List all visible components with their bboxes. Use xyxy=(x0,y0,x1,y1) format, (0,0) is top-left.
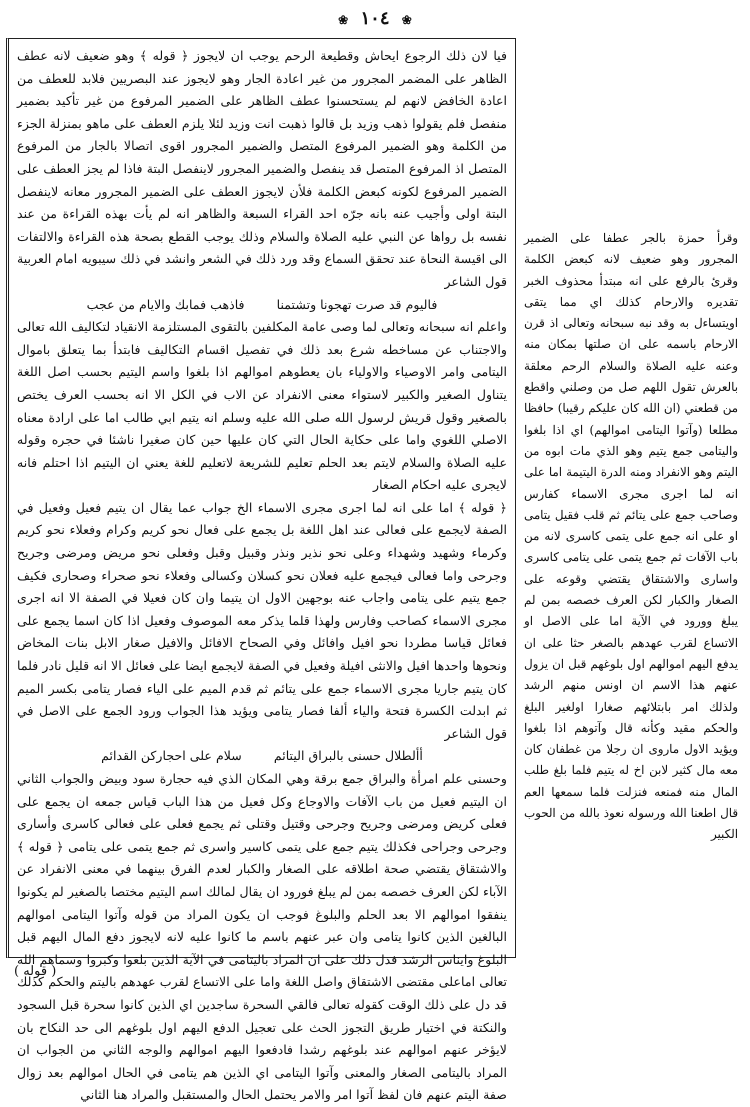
catchword: ( قوله ) xyxy=(14,964,57,979)
verse-2-hemistich-b: سلام على احجاركن القدائم xyxy=(101,748,242,764)
verse-1-hemistich-b: فاذهب فمابك والايام من عجب xyxy=(86,296,245,312)
verse-line-2 xyxy=(17,745,507,768)
margin-text: وقرأ حمزة بالجر عطفا على الضمير المجرور وهو ضعيف لانه كبعض الكلمة وقرئ بالرفع على انه مبتدأ محذوف الخبر تقديره والارحام كذلك اي مما يتقى اويتساءل به وقد نبه سبحانه وتعالى اذ قرن الارحام باسمه على ان صلتها بمكان منه وعنه عليه الصلاة والسلام الرحم معلقة بالعرش تقول اللهم صل من وصلني واقطع من قطعني (ان الله كان عليكم رقيبا) حافظا مطلعا (وآتوا اليتامى اموالهم) اي اذا بلغوا واليتامى جمع يتيم وهو الذي مات ابوه من اليتم وهو الانفراد ومنه الدرة اليتيمة اما على انه لما اجرى مجرى الاسماء كفارس وصاحب جمع على يتائم ثم قلب فقيل يتامى او على انه جمع على يتمى كاسرى لانه من باب الآفات ثم جمع يتمى على يتامى كاسرى واسارى والاشتقاق يقتضي وقوعه على الصغار والكبار لكن العرف خصصه بمن لم يبلغ وورود في الآية اما على الاصل او الاتساع لقرب عهدهم بالصغر حثا على ان يدفع اليهم اموالهم اول بلوغهم قبل ان يزول عنهم هذا الاسم ان اونس منهم الرشد ولذلك امر بابتلائهم صغارا اولغير البلغ والحكم مقيد وكأنه قال وآتوهم اذا بلغوا ويؤيد الاول ماروى ان رجلا من غطفان كان معه مال كثير لابن اخ له يتيم فلما بلغ طلب المال منه فمنعه فنزلت فلما سمعها العم قال اطعنا الله ورسوله نعوذ بالله من الحوب الكبير xyxy=(524,231,738,842)
main-paragraph-1: فيا لان ذلك الرجوع ايحاش وقطيعة الرحم يوجب ان لايجوز ﴿ قوله ﴾ وهو ضعيف لانه عطف الظاهر على المضمر المجرور من غير اعادة الجار وهو لايجوز عند البصريين فلابد للعطف من اعادة الخافض لانهم لم يستحسنوا عطف الظاهر على الضمير المرفوع من غير تأكيد بضمير منفصل فلم يقولوا ذهب وزيد بل قالوا ذهبت انت وزيد لئلا يلزم العطف على ماهو بمنزلة الجزء من الكلمة وهو الضمير المرفوع المتصل والضمير المجرور اقوى اتصالا بالجار من المرفوع المتصل اذ المرفوع المتصل قد ينفصل والضمير المجرور لاينفصل البتة فاذا لم يجز العطف على الضمير المرفوع لكونه كبعض الكلمة فلأن لايجوز العطف على الضمير المجرور معانه لاينفصل البتة اولى وأجيب عنه بانه جرّه احد القراء السبعة والظاهر انه لم يأت بهذه القراءة من عند نفسه بل رواها عن النبي عليه الصلاة والسلام وذلك يوجب القطع بصحة هذه القراءة والالتفات الى اقيسة النحاة عند تحقق السماع وقد ورد ذلك في الشعر وانشد في ذلك سيبويه امام العربية قول الشاعر xyxy=(17,48,507,289)
main-paragraph-2: واعلم انه سبحانه وتعالى لما وصى عامة المكلفين بالتقوى المستلزمة الانقياد لتكاليف الله تعالى والاجتناب عن مساخطه شرع بعد ذلك في تفصيل اقسام التكاليف فابتدأ بما يتعلق باموال اليتامى وامر الاوصياء والاولياء بان يعطوهم اموالهم اذا بلغوا واسم اليتيم بحسب اصل اللغة يتناول الصغير والكبير لاستواء معنى الانفراد عن الاب في الكل الا انه بحسب العرف يختص بالصغير وقول قريش لرسول الله صلى الله عليه وسلم انه يتيم ابي طالب اما على ارادة معناه الاصلي اللغوي واما على حكاية الحال التي كان عليها حين كان صغيرا ناشئا في حجره وقوله عليه الصلاة والسلام لايتم بعد الحلم تعليم للشريعة لاتعليم للغة يعني ان اليتيم اذا احتلم فانه لايجرى عليه احكام الصغار xyxy=(17,319,507,493)
ornament-right: ❀ xyxy=(401,13,412,27)
page-number xyxy=(0,8,750,29)
verse-1-hemistich-a: فاليوم قد صرت تهجونا وتشتمنا xyxy=(276,296,438,312)
main-paragraph-4: وحسنى علم امرأة والبراق جمع برقة وهي المكان الذي فيه حجارة سود وبيض والجواب الثاني ان اليتيم فعيل من باب الآفات والاوجاع وكل فعيل من هذا الباب قياس جمعه ان يجمع على فعلى كريض ومرضى وجريح وجرحى وقتيل وقتلى ثم يجمع فعلى على فعالى كاسرى وأسارى وجرحى وجراحى فكذلك يتيم جمع على يتمى كاسير واسرى ثم جمع يتمى على يتامى ﴿ قوله ﴾ والاشتقاق يقتضي صحة اطلاقه على الصغار والكبار لعدم الفرق بينهما في معنى الانفراد عن الآباء لكن العرف خصصه بمن لم يبلغ فورود ان يقال لمالك اسم اليتيم مختصا بالصغير لم يكونوا ينفقوا اموالهم الا بعد الحلم والبلوغ فوجب ان يكون المراد من قوله وآتوا اليتامى اموالهم البالغين الذين كانوا يتامى وان عبر عنهم باسم ما كانوا عليه لانه لايجوز دفع المال اليهم قبل البلوغ وايناس الرشد فدل ذلك على ان المراد باليتامى في الآية الذين بلغوا وكبروا وسماهم الله تعالى اماعلى مقتضى الاشتقاق واصل اللغة واما على الاتساع لقرب عهدهم باليتم والحكم كذلك قد دل على ذلك الوقت كقوله تعالى فالقي السحرة ساجدين اي الذين كانوا سحرة قبل السجود والنكتة في اختيار طريق التجوز الحث على تعجيل الدفع اليهم اول بلوغهم الى حد النكاح بان لايؤخر عنهم اموالهم عند بلوغهم رشدا فادفعوا اليهم اموالهم والوجه الثاني من الجواب ان المراد باليتامى الصغار والمعنى وآتوا اليتامى اي الذين هم يتامى في الحال اموالهم بعد زوال صفة اليتم عنهم فان لفظ آتوا امر والامر يحتمل الحال والمستقبل والمراد هنا الثاني xyxy=(17,771,507,1103)
commentary-box xyxy=(6,38,516,1103)
verse-line-1 xyxy=(17,294,507,317)
ornament-left: ❀ xyxy=(338,13,349,27)
page-number-text: ١٠٤ xyxy=(360,8,390,29)
verse-2-hemistich-a: أألطلال حسنى بالبراق اليتائم xyxy=(273,748,423,764)
main-paragraph-3: ﴿ قوله ﴾ اما على انه لما اجرى مجرى الاسماء الخ جواب عما يقال ان يتيم فعيل وفعيل في الصفة لايجمع على فعالى عند اهل اللغة بل يجمع على فعال نحو كريم وكرام وفعلاء نحو كريم وكرماء وشهيد وشهداء وعلى نحو نذير ونذر وقبيل وقبل وفعلى نحو مريض ومرضى وجريح وجرحى واما فعالى فيجمع عليه فعلان نحو كسلان وكسالى وفعلاء نحو صحراء وصحارى فكيف جمع يتيم على يتامى واجاب عنه بوجهين الاول ان يتيما وان كان فعيلا في الصفة الا انه اجرى مجرى الاسماء كصاحب وفارس ولهذا قلما يذكر معه الموصوف وفعيل اذا كان اسما يجمع على فعائل قياسا مطردا نحو افيل وافائل وفي الصحاح الافائل والافيل صغار الابل بنات المخاض ونحوها واحدها افيل والانثى افيلة وفعيل في الصفة لايجمع ايضا على فعائل الا انه قليل نادر فلما كان يتيم جاريا مجرى الاسماء جمع على يتائم ثم قدم الميم على الياء فصار يتامى بكسر الميم ثم ابدلت الكسرة فتحة والياء ألفا فصار يتامى ويؤيد هذا الجواب ورود الجمع على الاصل في قول الشاعر xyxy=(17,499,507,741)
